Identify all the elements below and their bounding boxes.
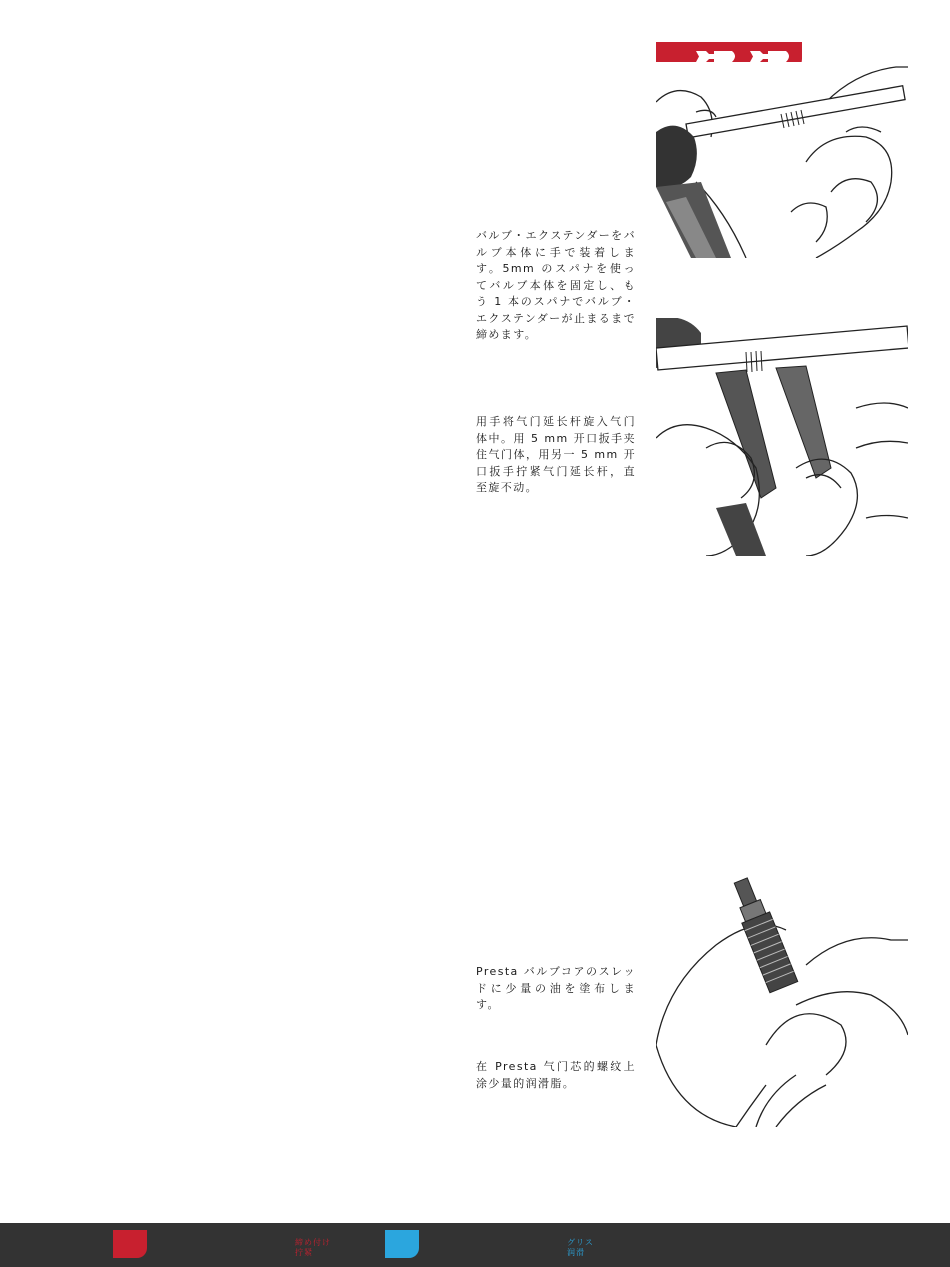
two-wrench-illustration [656, 318, 908, 556]
legend-label-grease-cn: 润滑 [567, 1248, 585, 1257]
instruction-text-jp-1: バルブ・エクステンダーをバルブ本体に手で装着します。5mm のスパナを使ってバルブ本体を固定し、もう 1 本のスパナでバルブ・エクステンダーが止まるまで締めます。 [476, 229, 636, 341]
legend-label-grease [567, 1238, 594, 1258]
legend-footer [0, 1223, 950, 1267]
legend-label-tighten-cn: 拧紧 [295, 1248, 313, 1257]
instruction-text-cn-2: 在 Presta 气门芯的螺纹上涂少量的润滑脂。 [476, 1060, 636, 1090]
legend-label-tighten [295, 1238, 331, 1258]
legend-swatch-tighten [113, 1230, 147, 1258]
legend-label-grease-jp: グリス [567, 1238, 594, 1247]
legend-swatch-grease [385, 1230, 419, 1258]
valve-core-grease-illustration [656, 875, 908, 1127]
instruction-text-cn-1: 用手将气门延长杆旋入气门体中。用 5 mm 开口扳手夹住气门体，用另一 5 mm 开口扳手拧紧气门延长杆，直至旋不动。 [476, 415, 636, 494]
valve-extender-hand-illustration [656, 62, 908, 258]
legend-label-tighten-jp: 締め付け [295, 1238, 331, 1247]
instruction-text-jp-2: Presta バルブコアのスレッドに少量の油を塗布します。 [476, 965, 636, 1011]
